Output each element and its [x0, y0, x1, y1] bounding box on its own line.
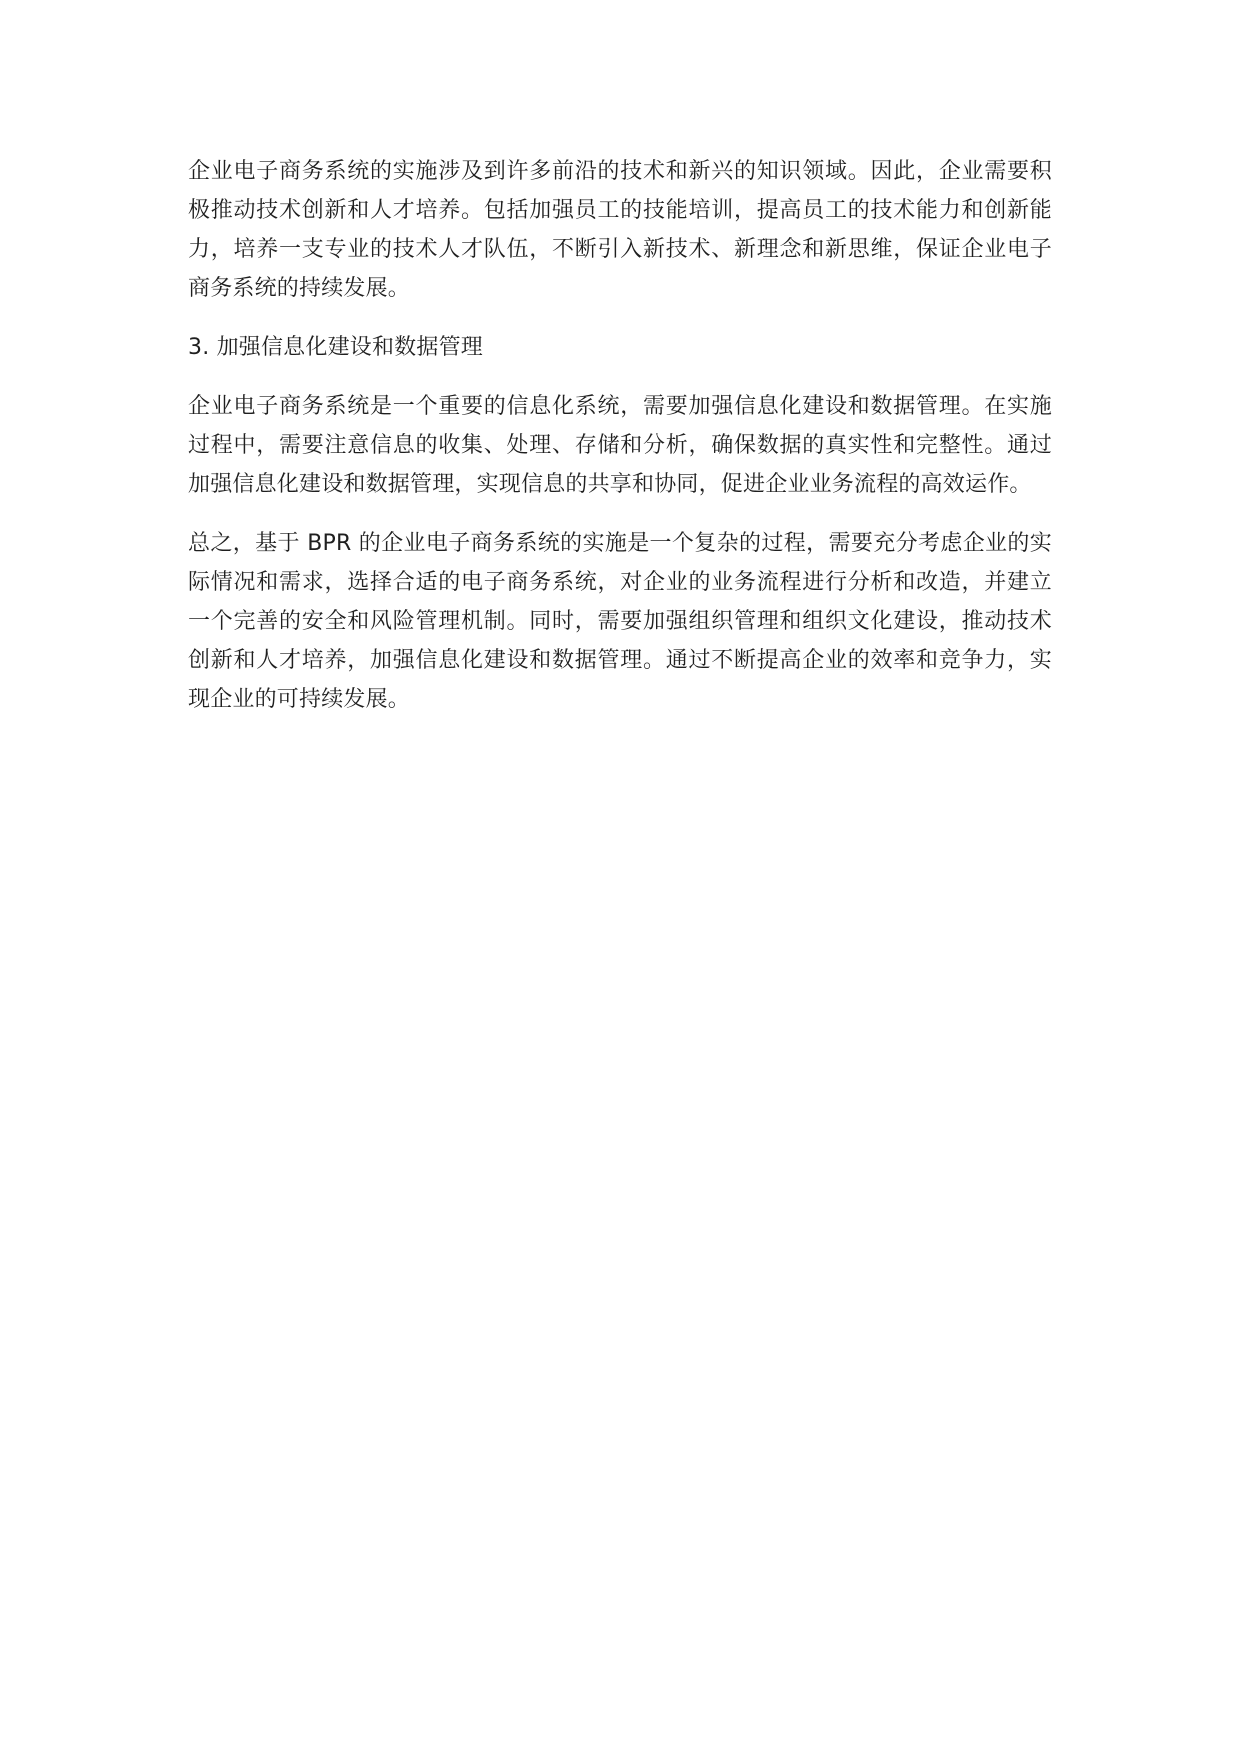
section-heading-informatization: 3. 加强信息化建设和数据管理 [188, 335, 483, 360]
paragraph-data-management: 企业电子商务系统是一个重要的信息化系统，需要加强信息化建设和数据管理。在实施过程中，需要注意信息的收集、处理、存储和分析，确保数据的真实性和完整性。通过加强信息化建设和数据管理，实现信息的共享和协同，促进企业业务流程的高效运作。 [188, 394, 1052, 497]
paragraph-conclusion: 总之，基于 BPR 的企业电子商务系统的实施是一个复杂的过程，需要充分考虑企业的实际情况和需求，选择合适的电子商务系统，对企业的业务流程进行分析和改造，并建立一个完善的安全和风险管理机制。同时，需要加强组织管理和组织文化建设，推动技术创新和人才培养，加强信息化建设和数据管理。通过不断提高企业的效率和竞争力，实现企业的可持续发展。 [188, 531, 1052, 712]
paragraph-tech-innovation: 企业电子商务系统的实施涉及到许多前沿的技术和新兴的知识领域。因此，企业需要积极推动技术创新和人才培养。包括加强员工的技能培训，提高员工的技术能力和创新能力，培养一支专业的技术人才队伍，不断引入新技术、新理念和新思维，保证企业电子商务系统的持续发展。 [188, 159, 1052, 301]
document-body [188, 152, 1052, 739]
